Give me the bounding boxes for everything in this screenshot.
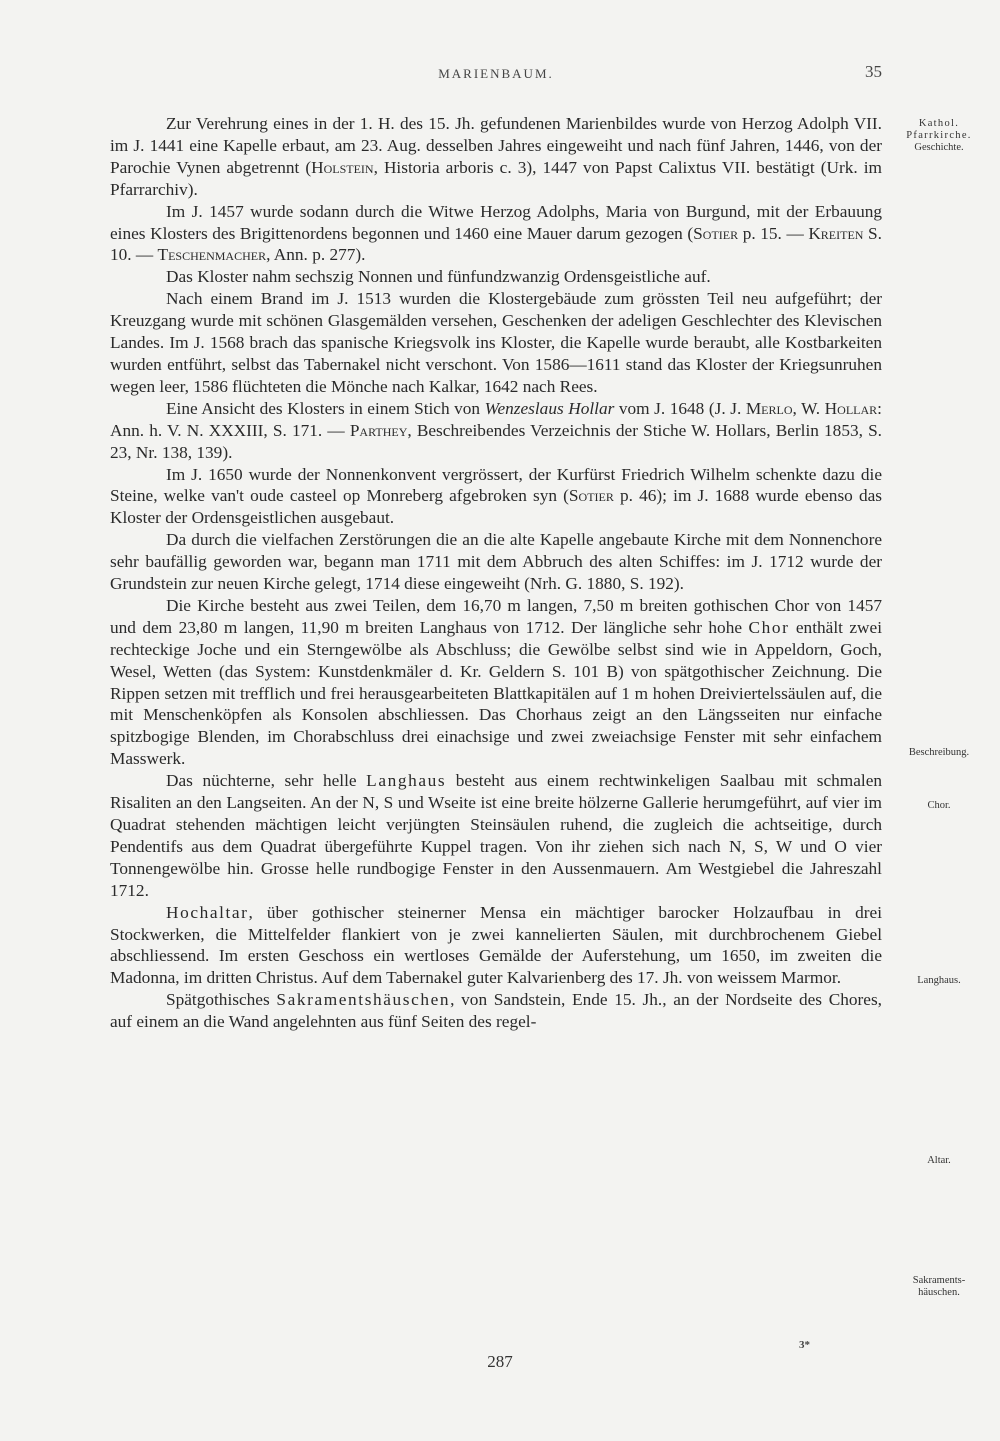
running-header xyxy=(110,62,882,86)
paragraph-altar: Hochaltar, über gothischer steinerner Mensa ein mächtiger barocker Holzaufbau in drei Stockwerken, die Mittelfelder flankiert von je zwei kannelierten Säulen, mit durchbrochenem Giebel abschliessend. Im ersten Geschoss ein wertloses Gemälde der Auferstehung, um 1650, im zweiten die Madonna, im dritten Christus. Auf dem Tabernakel guter Kalvarienberg des 17. Jh. von weissem Marmor. xyxy=(110,902,882,988)
running-title: MARIENBAUM. xyxy=(438,66,554,81)
margin-note-chor: Chor. xyxy=(927,800,951,811)
folio-number: 287 xyxy=(487,1352,513,1371)
paragraph-history-4: Nach einem Brand im J. 1513 wurden die Klostergebäude zum grössten Teil neu aufgeführt; der Kreuzgang wurde mit schönen Glasgemälden versehen, Geschenken der adeligen Geschlechter des Klevischen Landes. Im J. 1568 brach das spanische Kriegsvolk ins Kloster, die Kapelle wurde beraubt, alle Kostbarkeiten wurden entführt, selbst das Tabernakel nicht verschont. Von 1586—1611 stand das Kloster der Kriegsunruhen wegen leer, 1586 flüchteten die Mönche nach Kalkar, 1642 nach Rees. xyxy=(110,289,882,396)
main-text xyxy=(110,113,882,1033)
paragraph-langhaus: Das nüchterne, sehr helle Langhaus besteht aus einem rechtwinkeligen Saalbau mit schmalen Risaliten an den Langseiten. An der N, S und Wseite ist eine breite hölzerne Gallerie herumgeführt, auf vier im Quadrat stehenden mächtigen leicht verjüngten Steinsäulen ruhend, die zugleich die achtseitige, durch Pendentifs aus dem Quadrat übergeführte Kuppel tragen. Von ihr ziehen sich nach N, S, W und O vier Tonnengewölbe hin. Grosse helle rundbogige Fenster in den Aussenmauern. Am Westgiebel die Jahreszahl 1712. xyxy=(110,771,882,900)
paragraph-history-3: Das Kloster nahm sechszig Nonnen und fünfundzwanzig Ordensgeistliche auf. xyxy=(166,267,711,287)
paragraph-history-5: Eine Ansicht des Klosters in einem Stich von Wenzeslaus Hollar vom J. 1648 (J. J. Merlo, W. Hollar: Ann. h. V. N. XXXIII, S. 171. — Parthey, Beschreibendes Verzeichnis der Stiche W. Hollars, Berlin 1853, S. 23, Nr. 138, 139). xyxy=(110,398,883,462)
margin-note-beschreibung: Beschreibung. xyxy=(908,747,970,758)
paragraph-history-2: Im J. 1457 wurde sodann durch die Witwe Herzog Adolphs, Maria von Burgund, mit der Erbauung eines Klosters des Brigittenordens begonnen und 1460 eine Mauer darum gezogen (Sotier p. 15. — Kreiten S. 10. — Teschenmacher, Ann. p. 277). xyxy=(110,201,882,265)
margin-note-altar: Altar. xyxy=(927,1155,951,1166)
margin-note-sakramentshaeuschen: Sakraments- häuschen. xyxy=(912,1275,966,1298)
paragraph-history-6: Im J. 1650 wurde der Nonnenkonvent vergrössert, der Kurfürst Friedrich Wilhelm schenkte dazu die Steine, welke van't oude casteel op Monreberg afgebroken syn (Sotier p. 46); im J. 1688 wurde ebenso das Kloster der Ordensgeistlichen ausgebaut. xyxy=(110,464,883,528)
signature-mark: 3* xyxy=(799,1339,810,1351)
margin-note-kirche: Kathol. Pfarrkirche. Geschichte. xyxy=(906,118,972,153)
page-number: 35 xyxy=(865,62,882,81)
paragraph-description: Die Kirche besteht aus zwei Teilen, dem 16,70 m langen, 7,50 m breiten gothischen Chor von 1457 und dem 23,80 m langen, 11,90 m breiten Langhaus von 1712. Der längliche sehr hohe Chor enthält zwei rechteckige Joche und ein Sterngewölbe als Abschluss; die Gewölbe selbst sind wie in Appeldorn, Goch, Wesel, Wetten (das System: Kunstdenkmäler d. Kr. Geldern S. 101 B) von spätgothischer Zeichnung. Die Rippen setzen mit trefflich und frei herausgearbeiteten Blattkapitälen auf 1 m hohen Dreiviertelssäulen auf, die mit Menschenköpfen als Konsolen abschliessen. Das Chorhaus zeigt an den Längsseiten nur einfache spitzbogige Blenden, im Chorabschluss drei einachsige und zwei zweiachsige Fenster mit sehr einfachem Masswerk. xyxy=(110,595,882,769)
margin-note-langhaus: Langhaus. xyxy=(917,975,961,986)
paragraph-history-1: Zur Verehrung eines in der 1. H. des 15. Jh. gefundenen Marienbildes wurde von Herzog Adolph VII. im J. 1441 eine Kapelle erbaut, am 23. Aug. desselben Jahres eingeweiht und nach fünf Jahren, 1446, von der Parochie Vynen abgetrennt (Holstein, Historia arboris c. 3), 1447 von Papst Calixtus VII. bestätigt (Urk. im Pfarrarchiv). xyxy=(110,114,882,199)
paragraph-history-7: Da durch die vielfachen Zerstörungen die an die alte Kapelle angebaute Kirche mit dem Nonnenchore sehr baufällig geworden war, begann man 1711 mit dem Abbruch des alten Schiffes: im J. 1712 wurde der Grundstein zur neuen Kirche gelegt, 1714 diese eingeweiht (Nrh. G. 1880, S. 192). xyxy=(110,530,882,594)
paragraph-sakramentshaeuschen: Spätgothisches Sakramentshäuschen, von Sandstein, Ende 15. Jh., an der Nordseite des Chores, auf einem an die Wand angelehnten aus fünf Seiten des regel- xyxy=(110,990,882,1032)
